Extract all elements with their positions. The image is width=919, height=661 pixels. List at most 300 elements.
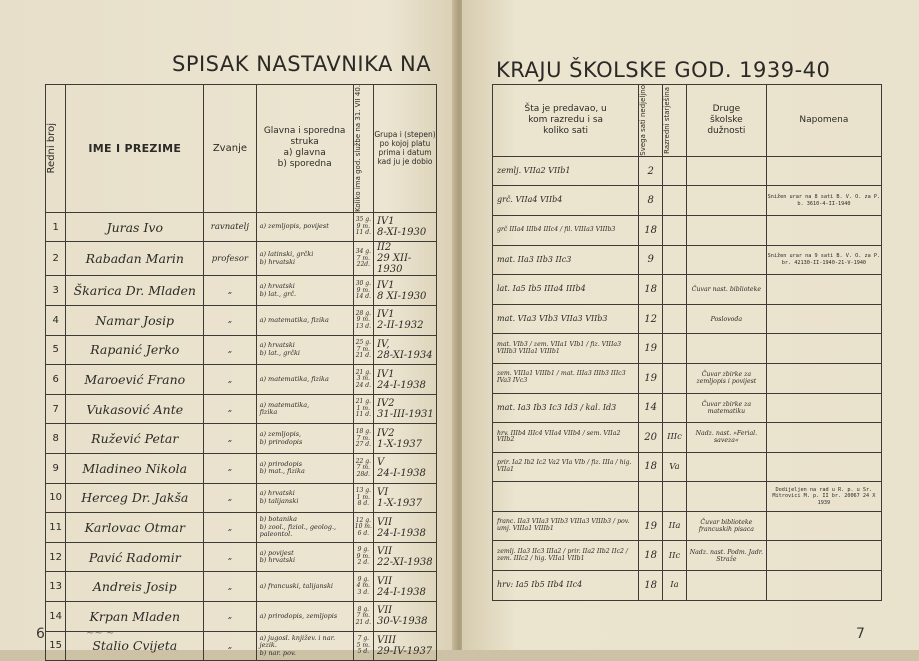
service-years bbox=[353, 631, 373, 661]
remark: Dodijeljen na rad u R. p. u Sr. Mitrovici M. p. II br. 20067 24 X 1939 bbox=[766, 482, 881, 512]
row-number: 5 bbox=[46, 335, 66, 365]
weekly-hours: 2 bbox=[639, 156, 663, 186]
service-years bbox=[353, 513, 373, 543]
table-row bbox=[46, 306, 437, 336]
subject-main: a) hrvatski bbox=[259, 489, 295, 498]
group-date: 1-X-1937 bbox=[376, 497, 422, 509]
table-row bbox=[46, 242, 437, 276]
teacher-name: Rapanić Jerko bbox=[66, 335, 204, 365]
service-g: 28 g. bbox=[355, 309, 371, 317]
service-d: 5 d. bbox=[357, 648, 370, 656]
other-duties bbox=[686, 215, 766, 245]
subject-main: a) matematika, fizika bbox=[259, 315, 329, 324]
subject-secondary: b) talijanski bbox=[259, 496, 299, 505]
taught-subjects: hrv. IIIb4 IIIc4 VIIa4 VIIb4 / sem. VIIa2 VIIb2 bbox=[493, 423, 639, 453]
right-page bbox=[462, 0, 919, 650]
subject-main: b) botanika bbox=[259, 515, 297, 524]
service-g: 22 g. bbox=[355, 457, 371, 465]
subject-main: a) hrvatski bbox=[259, 341, 295, 350]
remark bbox=[766, 275, 881, 305]
service-d: 8 d. bbox=[357, 500, 370, 508]
service-g: 9 g. bbox=[357, 546, 370, 554]
table-row bbox=[46, 454, 437, 484]
other-duties: Čuvar zbirke za zemljopis i povijest bbox=[686, 363, 766, 393]
header-predavao: Šta je predavao, u kom razredu i sa koliko sati bbox=[493, 85, 639, 157]
subject-secondary: fizika bbox=[259, 408, 278, 417]
teacher-title: „ bbox=[204, 513, 256, 543]
teacher-name: Maroević Frano bbox=[66, 365, 204, 395]
teacher-title: „ bbox=[204, 483, 256, 513]
teacher-name: Krpan Mladen bbox=[66, 602, 204, 632]
left-page bbox=[0, 0, 456, 657]
service-m: 5 m. bbox=[356, 641, 370, 649]
taught-subjects: franc. IIa3 VIIa3 VIIb3 VIIIa3 VIIIb3 / pov. umj. VIIIa1 VIIIb1 bbox=[493, 511, 639, 541]
group-date: 24-I-1938 bbox=[376, 586, 426, 598]
header-struka: Glavna i sporedna struka a) glavna b) sporedna bbox=[256, 85, 353, 213]
service-m: 9 m. bbox=[356, 286, 370, 294]
table-row bbox=[46, 542, 437, 572]
left-page-title: SPISAK NASTAVNIKA NA bbox=[172, 52, 432, 76]
teachers-table-left bbox=[45, 84, 437, 661]
subject-secondary: b) lat., grč. bbox=[259, 289, 297, 298]
other-duties: Čuvar zbirke za matematiku bbox=[686, 393, 766, 423]
header-redni-broj: Redni broj bbox=[46, 85, 66, 213]
remark bbox=[766, 334, 881, 364]
teacher-title: „ bbox=[204, 306, 256, 336]
subject-main: a) latinski, grčki bbox=[259, 250, 314, 259]
group-value: II2 bbox=[376, 242, 392, 254]
service-d: 14 d. bbox=[355, 293, 371, 301]
teacher-name: Juras Ivo bbox=[66, 212, 204, 242]
other-duties: Poslovođa bbox=[686, 304, 766, 334]
row-number: 4 bbox=[46, 306, 66, 336]
class-teacher bbox=[663, 215, 687, 245]
remark bbox=[766, 452, 881, 482]
subject-secondary: b) hrvatski bbox=[259, 556, 296, 565]
subject-main: a) hrvatski bbox=[259, 282, 295, 291]
teacher-title: „ bbox=[204, 454, 256, 484]
weekly-hours: 8 bbox=[639, 186, 663, 216]
remark bbox=[766, 156, 881, 186]
other-duties: Nadz. nast. Podm. Jadr. Straže bbox=[686, 541, 766, 571]
salary-group bbox=[373, 365, 436, 395]
row-number: 3 bbox=[46, 276, 66, 306]
service-d: 2 d. bbox=[357, 559, 370, 567]
service-years bbox=[353, 424, 373, 454]
table-row bbox=[46, 483, 437, 513]
weekly-hours: 9 bbox=[639, 245, 663, 275]
weekly-hours: 12 bbox=[639, 304, 663, 334]
remark bbox=[766, 393, 881, 423]
teacher-name: Mladineo Nikola bbox=[66, 454, 204, 484]
taught-subjects: grč. VIIa4 VIIb4 bbox=[493, 186, 639, 216]
weekly-hours: 19 bbox=[639, 511, 663, 541]
teacher-subjects bbox=[256, 276, 353, 306]
class-teacher bbox=[663, 363, 687, 393]
subject-main: a) francuski, talijanski bbox=[259, 581, 334, 590]
service-years bbox=[353, 335, 373, 365]
taught-subjects: mat. VIb3 / zem. VIIa1 VIb1 / fiz. VIIIa3 VIIIb3 VIIIa1 VIIIb1 bbox=[493, 334, 639, 364]
salary-group bbox=[373, 424, 436, 454]
other-duties bbox=[686, 156, 766, 186]
service-m: 1 m. bbox=[356, 493, 370, 501]
group-value: IV1 bbox=[376, 368, 395, 380]
salary-group bbox=[373, 602, 436, 632]
table-row bbox=[46, 335, 437, 365]
service-g: 21 g. bbox=[355, 398, 371, 406]
service-years bbox=[353, 212, 373, 242]
group-value: VII bbox=[376, 605, 393, 617]
group-date: 24-I-1938 bbox=[376, 468, 426, 480]
table-row bbox=[493, 275, 882, 305]
salary-group bbox=[373, 513, 436, 543]
weekly-hours: 18 bbox=[639, 571, 663, 601]
weekly-hours: 18 bbox=[639, 275, 663, 305]
service-g: 34 g. bbox=[355, 248, 371, 256]
other-duties bbox=[686, 482, 766, 512]
remark: Snižen urar na 9 sati B. V. O. za P. br. 42130-II-1940-21-V-1940 bbox=[766, 245, 881, 275]
teacher-subjects bbox=[256, 631, 353, 661]
salary-group bbox=[373, 542, 436, 572]
service-d: 22d. bbox=[356, 261, 371, 269]
row-number: 13 bbox=[46, 572, 66, 602]
class-teacher: Va bbox=[663, 452, 687, 482]
group-value: IV1 bbox=[376, 216, 395, 228]
teacher-name: Stalio Cvijeta bbox=[66, 631, 204, 661]
subject-main: a) zemljopis, povijest bbox=[259, 222, 329, 231]
service-g: 30 g. bbox=[355, 280, 371, 288]
teacher-subjects bbox=[256, 424, 353, 454]
salary-group bbox=[373, 454, 436, 484]
service-d: 24 d. bbox=[355, 381, 371, 389]
table-row bbox=[493, 156, 882, 186]
class-teacher: IIc bbox=[663, 541, 687, 571]
group-value: VII bbox=[376, 546, 393, 558]
group-date: 30-V-1938 bbox=[376, 616, 428, 628]
table-row bbox=[493, 245, 882, 275]
service-m: 9 m. bbox=[356, 316, 370, 324]
teacher-subjects bbox=[256, 306, 353, 336]
teacher-name: Pavić Radomir bbox=[66, 542, 204, 572]
taught-subjects: lat. Ia5 Ib5 IIIa4 IIIb4 bbox=[493, 275, 639, 305]
group-value: VII bbox=[376, 575, 393, 587]
weekly-hours: 19 bbox=[639, 363, 663, 393]
service-d: 3 d. bbox=[357, 588, 370, 596]
table-row bbox=[46, 212, 437, 242]
row-number: 9 bbox=[46, 454, 66, 484]
taught-subjects: mat. Ia3 Ib3 Ic3 Id3 / kal. Id3 bbox=[493, 393, 639, 423]
other-duties bbox=[686, 186, 766, 216]
service-d: 28d. bbox=[356, 470, 371, 478]
teacher-title: „ bbox=[204, 542, 256, 572]
table-row bbox=[493, 452, 882, 482]
remark bbox=[766, 541, 881, 571]
teacher-name: Andreis Josip bbox=[66, 572, 204, 602]
teacher-title: „ bbox=[204, 365, 256, 395]
page-number-right: 7 bbox=[856, 626, 865, 642]
teacher-name: Vukasović Ante bbox=[66, 394, 204, 424]
pencil-mark: ~~ ~ bbox=[86, 628, 115, 639]
service-d: 21 d. bbox=[355, 352, 371, 360]
salary-group bbox=[373, 394, 436, 424]
subject-secondary: b) prirodopis bbox=[259, 437, 303, 446]
table-row bbox=[493, 423, 882, 453]
remark bbox=[766, 363, 881, 393]
class-teacher bbox=[663, 334, 687, 364]
table-row bbox=[493, 393, 882, 423]
subject-secondary: b) hrvatski bbox=[259, 257, 296, 266]
service-m: 7 m. bbox=[356, 464, 370, 472]
service-m: 7 m. bbox=[356, 254, 370, 262]
teacher-name: Herceg Dr. Jakša bbox=[66, 483, 204, 513]
service-g: 25 g. bbox=[355, 339, 371, 347]
remark: Snižen urar na 8 sati B. V. O. za P. b. 3610-4-II-1940 bbox=[766, 186, 881, 216]
service-m: 3 m. bbox=[356, 375, 370, 383]
class-teacher: Ia bbox=[663, 571, 687, 601]
group-date: 28-XI-1934 bbox=[376, 349, 433, 361]
table-row bbox=[493, 215, 882, 245]
taught-subjects: mat. VIa3 VIb3 VIIa3 VIIb3 bbox=[493, 304, 639, 334]
service-g: 13 g. bbox=[355, 487, 371, 495]
table-row bbox=[46, 276, 437, 306]
row-number: 7 bbox=[46, 394, 66, 424]
table-row bbox=[493, 571, 882, 601]
teacher-title: „ bbox=[204, 276, 256, 306]
class-teacher bbox=[663, 304, 687, 334]
service-years bbox=[353, 572, 373, 602]
group-value: IV2 bbox=[376, 427, 395, 439]
salary-group bbox=[373, 572, 436, 602]
taught-subjects: grč IIIa4 IIIb4 IIIc4 / fil. VIIIa3 VIIIb3 bbox=[493, 215, 639, 245]
taught-subjects: zemlj. VIIa2 VIIb1 bbox=[493, 156, 639, 186]
header-staz: Koliko ima god. službe na 31. VII 40. bbox=[353, 85, 373, 213]
group-date: 8 XI-1930 bbox=[376, 290, 427, 302]
teacher-name: Ružević Petar bbox=[66, 424, 204, 454]
teacher-subjects bbox=[256, 542, 353, 572]
teacher-subjects bbox=[256, 365, 353, 395]
teacher-name: Rabadan Marin bbox=[66, 242, 204, 276]
header-zvanje: Zvanje bbox=[204, 85, 256, 213]
service-years bbox=[353, 242, 373, 276]
service-m: 9 m. bbox=[356, 552, 370, 560]
group-date: 8-XI-1930 bbox=[376, 227, 427, 239]
teacher-name: Karlovac Otmar bbox=[66, 513, 204, 543]
row-number: 2 bbox=[46, 242, 66, 276]
group-value: IV1 bbox=[376, 309, 395, 321]
weekly-hours: 14 bbox=[639, 393, 663, 423]
teacher-subjects bbox=[256, 454, 353, 484]
taught-subjects: prir. Ia2 Ib2 Ic2 Va2 VIa VIb / fiz. IIIa / hig. VIIa1 bbox=[493, 452, 639, 482]
teacher-title: „ bbox=[204, 631, 256, 661]
subject-main: a) matematika, bbox=[259, 400, 310, 409]
row-number: 6 bbox=[46, 365, 66, 395]
weekly-hours: 18 bbox=[639, 452, 663, 482]
group-value: IV, bbox=[376, 338, 390, 350]
subject-main: a) matematika, fizika bbox=[259, 374, 329, 383]
teacher-subjects bbox=[256, 572, 353, 602]
taught-subjects bbox=[493, 482, 639, 512]
subject-secondary: b) nar. pov. bbox=[259, 648, 296, 657]
teacher-title: profesor bbox=[204, 242, 256, 276]
group-date: 1-X-1937 bbox=[376, 438, 422, 450]
class-teacher bbox=[663, 245, 687, 275]
group-date: 24-I-1938 bbox=[376, 527, 426, 539]
class-teacher bbox=[663, 393, 687, 423]
table-row bbox=[46, 365, 437, 395]
weekly-hours: 18 bbox=[639, 215, 663, 245]
teacher-title: ravnatelj bbox=[204, 212, 256, 242]
table-row bbox=[493, 541, 882, 571]
row-number: 12 bbox=[46, 542, 66, 572]
remark bbox=[766, 215, 881, 245]
teacher-name: Namar Josip bbox=[66, 306, 204, 336]
salary-group bbox=[373, 335, 436, 365]
remark bbox=[766, 511, 881, 541]
row-number: 11 bbox=[46, 513, 66, 543]
teacher-title: „ bbox=[204, 572, 256, 602]
other-duties: Čuvar nast. biblioteke bbox=[686, 275, 766, 305]
service-g: 12 g. bbox=[355, 516, 371, 524]
header-druge-duznosti: Druge školske dužnosti bbox=[686, 85, 766, 157]
group-value: IV2 bbox=[376, 398, 395, 410]
salary-group bbox=[373, 306, 436, 336]
table-row bbox=[493, 186, 882, 216]
group-date: 29-IV-1937 bbox=[376, 645, 433, 657]
table-row bbox=[493, 482, 882, 512]
remark bbox=[766, 304, 881, 334]
weekly-hours: 20 bbox=[639, 423, 663, 453]
remark bbox=[766, 423, 881, 453]
service-m: 9 m. bbox=[356, 222, 370, 230]
group-date: 24-I-1938 bbox=[376, 379, 426, 391]
service-years bbox=[353, 454, 373, 484]
weekly-hours bbox=[639, 482, 663, 512]
row-number: 10 bbox=[46, 483, 66, 513]
service-g: 9 g. bbox=[357, 575, 370, 583]
weekly-hours: 19 bbox=[639, 334, 663, 364]
service-years bbox=[353, 306, 373, 336]
group-value: IV1 bbox=[376, 279, 395, 291]
teachers-table-right bbox=[492, 84, 882, 601]
service-m: 1 m. bbox=[356, 404, 370, 412]
teacher-subjects bbox=[256, 242, 353, 276]
service-d: 13 d. bbox=[355, 322, 371, 330]
class-teacher: IIa bbox=[663, 511, 687, 541]
group-date: 29 XII-1930 bbox=[376, 253, 412, 276]
class-teacher bbox=[663, 275, 687, 305]
service-years bbox=[353, 394, 373, 424]
service-years bbox=[353, 365, 373, 395]
row-number: 8 bbox=[46, 424, 66, 454]
table-row bbox=[46, 394, 437, 424]
service-m: 7 m. bbox=[356, 612, 370, 620]
service-d: 27 d. bbox=[355, 441, 371, 448]
teacher-name: Škarica Dr. Mladen bbox=[66, 276, 204, 306]
page-number-left: 6 bbox=[36, 626, 45, 642]
service-m: 7 m. bbox=[356, 434, 370, 442]
subject-main: a) zemljopis, bbox=[259, 430, 302, 439]
subject-main: a) povijest bbox=[259, 548, 294, 557]
taught-subjects: zem. VIIIa1 VIIIb1 / mat. IIIa3 IIIb3 IIIc3 IVa3 IVc3 bbox=[493, 363, 639, 393]
service-g: 8 g. bbox=[357, 605, 370, 613]
teacher-subjects bbox=[256, 335, 353, 365]
salary-group bbox=[373, 276, 436, 306]
header-razrednik: Razredni starješina bbox=[663, 85, 687, 157]
row-number: 14 bbox=[46, 602, 66, 632]
table-row bbox=[46, 513, 437, 543]
subject-secondary: b) lat., grčki bbox=[259, 348, 301, 357]
salary-group bbox=[373, 631, 436, 661]
service-g: 21 g. bbox=[355, 368, 371, 376]
taught-subjects: hrv: Ia5 Ib5 IIb4 IIc4 bbox=[493, 571, 639, 601]
teacher-subjects bbox=[256, 483, 353, 513]
table-row bbox=[46, 602, 437, 632]
table-row bbox=[493, 304, 882, 334]
subject-secondary: b) mat., fizika bbox=[259, 467, 305, 476]
other-duties bbox=[686, 334, 766, 364]
service-m: 4 m. bbox=[356, 582, 370, 590]
service-years bbox=[353, 276, 373, 306]
weekly-hours: 18 bbox=[639, 541, 663, 571]
service-m: 10 m. bbox=[354, 523, 372, 531]
header-ime: IME I PREZIME bbox=[66, 85, 204, 213]
row-number: 1 bbox=[46, 212, 66, 242]
teacher-subjects bbox=[256, 212, 353, 242]
other-duties: Čuvar biblioteke francuskih pisaca bbox=[686, 511, 766, 541]
teacher-subjects bbox=[256, 602, 353, 632]
class-teacher: IIIc bbox=[663, 423, 687, 453]
class-teacher bbox=[663, 482, 687, 512]
taught-subjects: zemlj. IIa3 IIc3 IIIa2 / prir. IIa2 IIb2 IIc2 / zem. IIIc2 / hig. VIIa1 VIIb1 bbox=[493, 541, 639, 571]
service-years bbox=[353, 602, 373, 632]
group-value: VI bbox=[376, 486, 389, 498]
subject-main: a) jugosl. književ. i nar. jezik. bbox=[259, 633, 336, 650]
service-g: 35 g. bbox=[355, 216, 371, 224]
table-row bbox=[46, 572, 437, 602]
table-row bbox=[493, 334, 882, 364]
salary-group bbox=[373, 212, 436, 242]
header-napomena: Napomena bbox=[766, 85, 881, 157]
group-value: VII bbox=[376, 516, 393, 528]
salary-group bbox=[373, 242, 436, 276]
service-d: 11 d. bbox=[355, 229, 371, 237]
table-row bbox=[493, 363, 882, 393]
service-years bbox=[353, 542, 373, 572]
teacher-subjects bbox=[256, 394, 353, 424]
row-number: 15 bbox=[46, 631, 66, 661]
class-teacher bbox=[663, 156, 687, 186]
group-date: 31-III-1931 bbox=[376, 409, 434, 421]
salary-group bbox=[373, 483, 436, 513]
teacher-title: „ bbox=[204, 602, 256, 632]
service-m: 7 m. bbox=[356, 345, 370, 353]
service-g: 18 g. bbox=[355, 428, 371, 435]
service-years bbox=[353, 483, 373, 513]
teacher-title: „ bbox=[204, 424, 256, 454]
group-value: VIII bbox=[376, 634, 397, 646]
taught-subjects: mat. IIa3 IIb3 IIc3 bbox=[493, 245, 639, 275]
service-d: 6 d. bbox=[357, 529, 370, 537]
group-date: 2-II-1932 bbox=[376, 320, 424, 332]
other-duties: Nadz. nast. »Ferial. saveza« bbox=[686, 423, 766, 453]
teacher-subjects bbox=[256, 513, 353, 543]
header-svega-sati: Svega sati nedjeljno bbox=[639, 85, 663, 157]
subject-main: a) prirodopis, zemljopis bbox=[259, 611, 338, 620]
right-page-title: KRAJU ŠKOLSKE GOD. 1939-40 bbox=[496, 58, 831, 82]
teacher-title: „ bbox=[204, 335, 256, 365]
service-g: 7 g. bbox=[357, 635, 370, 643]
other-duties bbox=[686, 452, 766, 482]
